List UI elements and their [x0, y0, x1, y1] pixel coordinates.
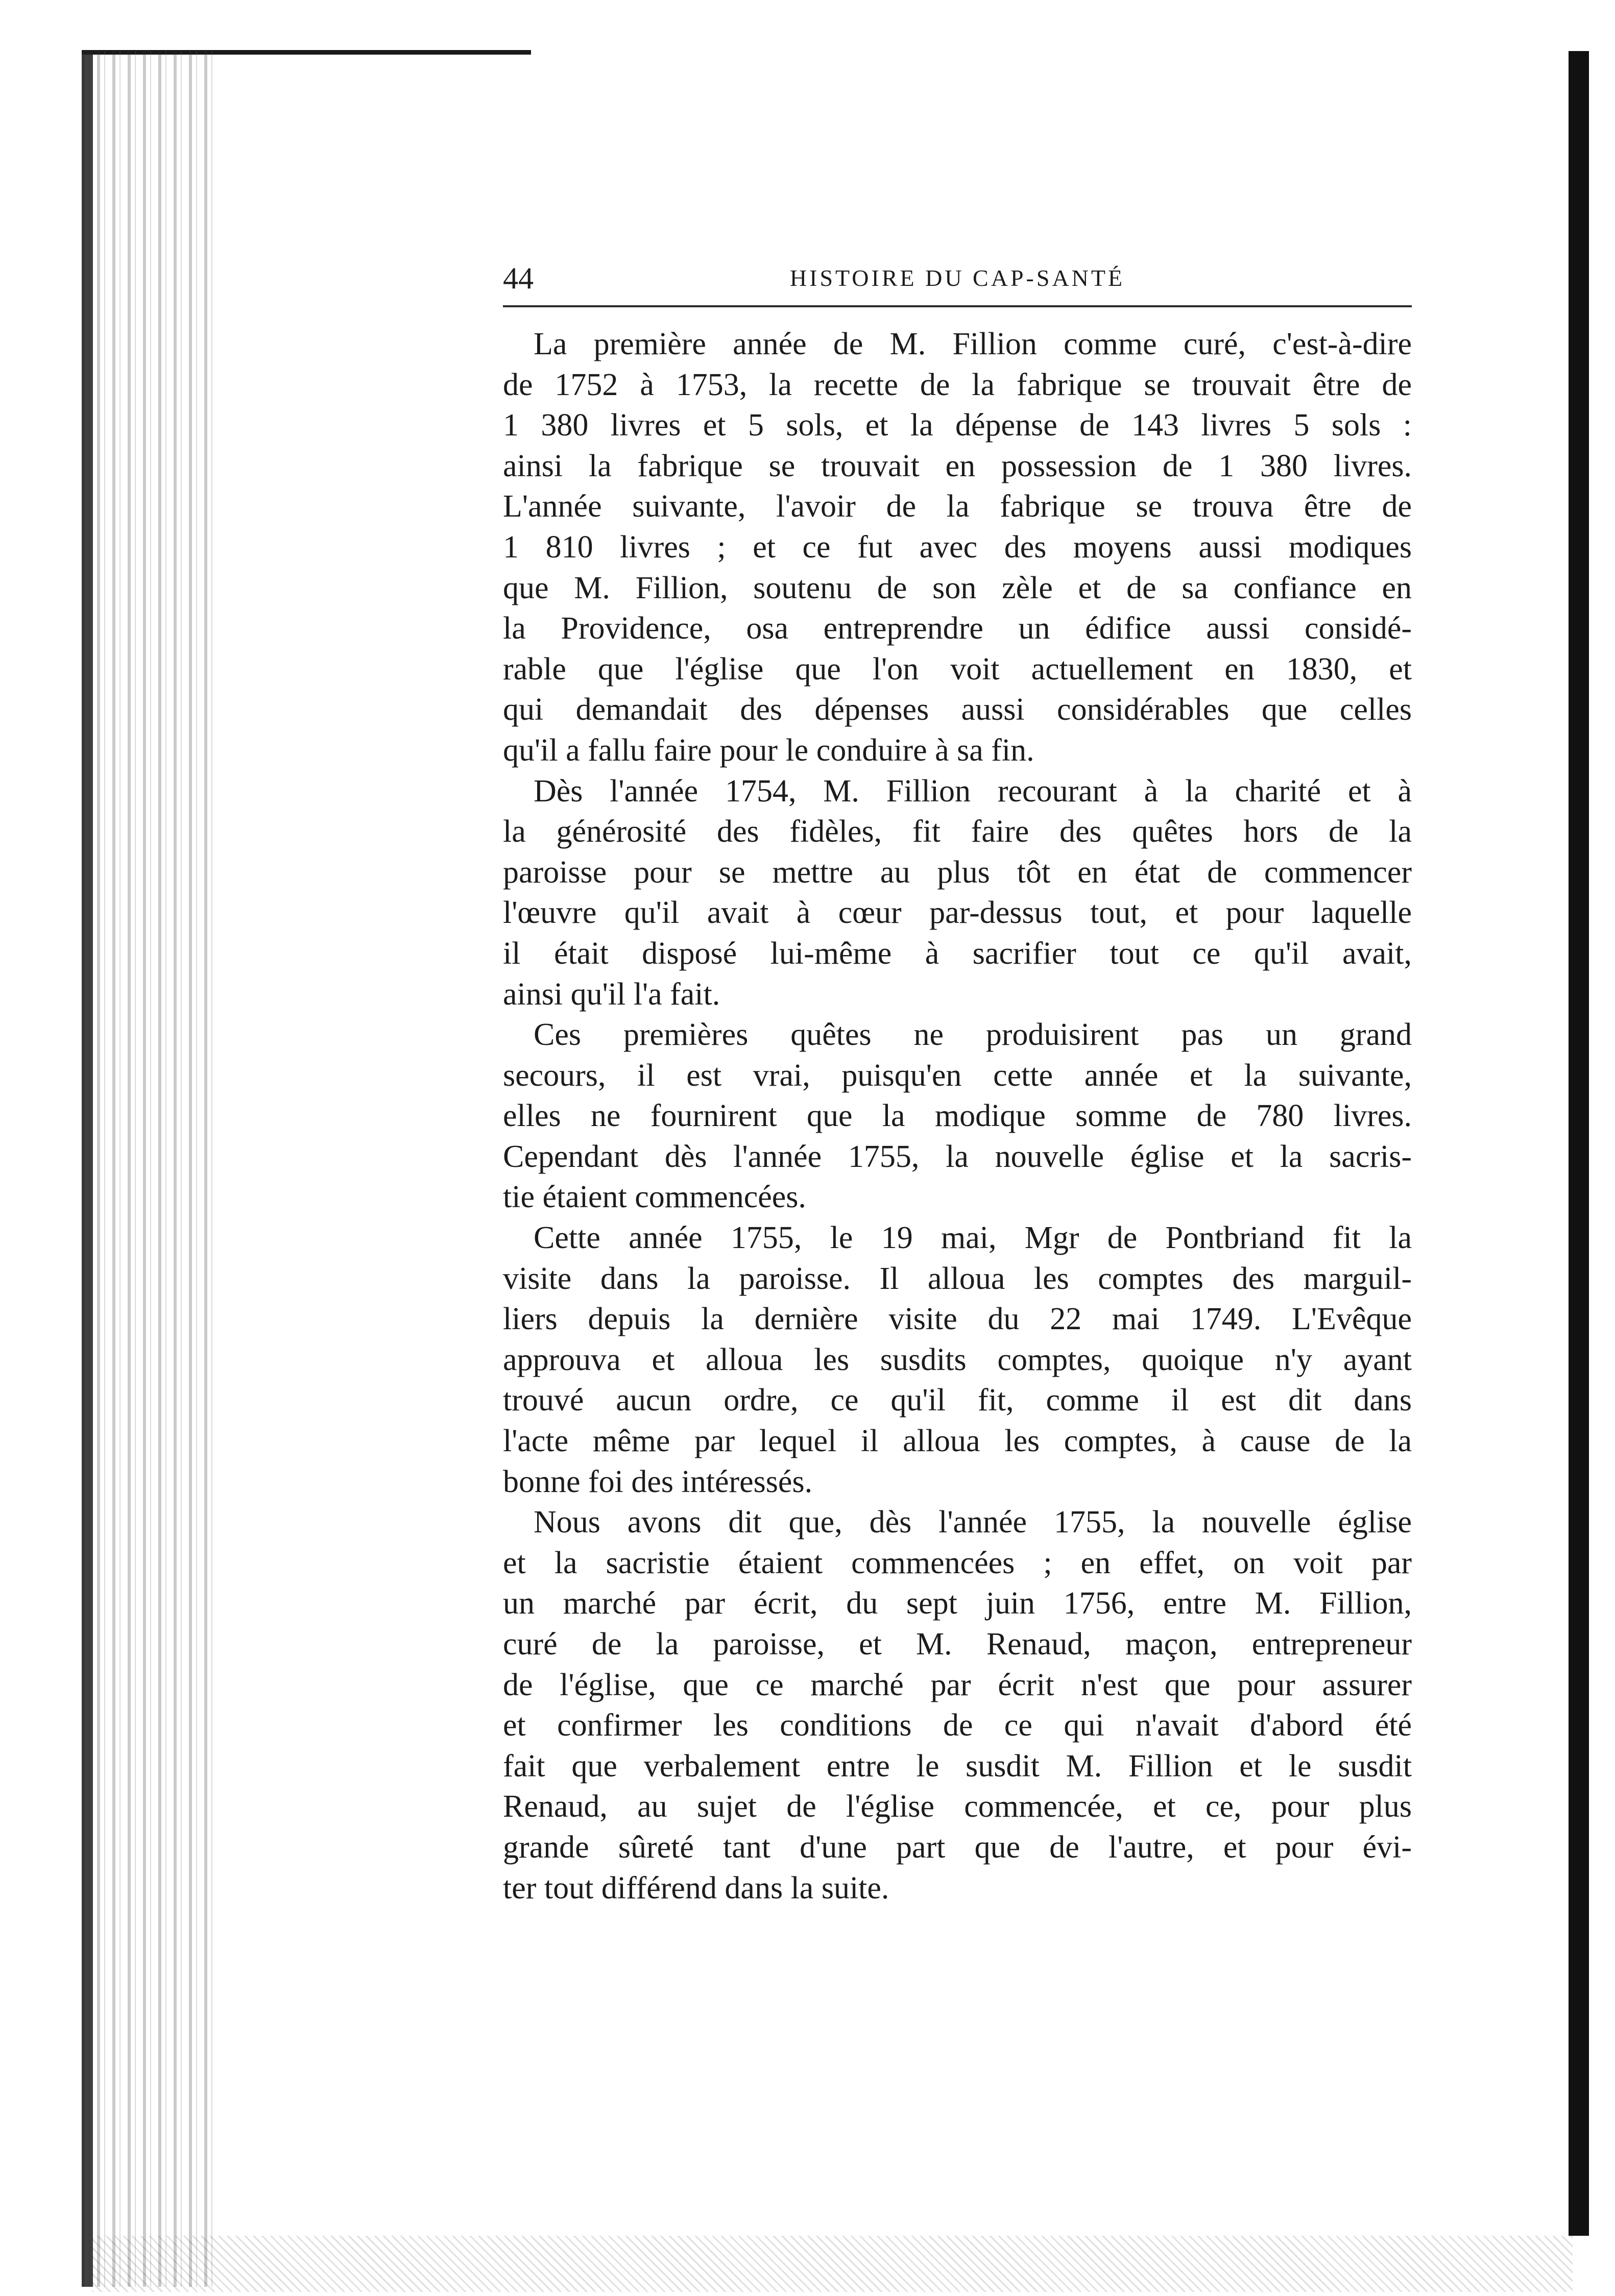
- running-title: HISTOIRE DU CAP-SANTÉ: [789, 265, 1125, 291]
- running-head: [503, 258, 1412, 299]
- text-line: elles ne fournirent que la modique somme de 780 livres.: [503, 1098, 1412, 1134]
- text-line: il était disposé lui-même à sacrifier tout ce qu'il avait,: [503, 936, 1412, 971]
- text-line: tie étaient commencées.: [503, 1180, 806, 1215]
- text-line: Cette année 1755, le 19 mai, Mgr de Pontbriand fit la: [534, 1220, 1412, 1256]
- text-line: que M. Fillion, soutenu de son zèle et de sa confiance en: [503, 570, 1412, 605]
- text-line: paroisse pour se mettre au plus tôt en état de commencer: [503, 854, 1412, 890]
- scan-left-edge: [82, 51, 93, 2287]
- text-line: de l'église, que ce marché par écrit n'est que pour assurer: [503, 1667, 1412, 1702]
- text-line: ter tout différend dans la suite.: [503, 1870, 889, 1906]
- text-line: grande sûreté tant d'une part que de l'autre, et pour évi-: [503, 1829, 1412, 1865]
- text-line: Nous avons dit que, dès l'année 1755, la nouvelle église: [534, 1505, 1412, 1540]
- text-line: de 1752 à 1753, la recette de la fabrique se trouvait être de: [503, 367, 1412, 402]
- text-line: approuva et alloua les susdits comptes, quoique n'y ayant: [503, 1342, 1412, 1377]
- body-text: [503, 324, 1412, 1909]
- header-rule: [503, 305, 1412, 307]
- text-line: 1 810 livres ; et ce fut avec des moyens aussi modiques: [503, 529, 1412, 565]
- text-line: qu'il a fallu faire pour le conduire à sa fin.: [503, 732, 1034, 768]
- text-line: ainsi qu'il l'a fait.: [503, 976, 720, 1012]
- text-line: rable que l'église que l'on voit actuellement en 1830, et: [503, 651, 1412, 687]
- text-line: visite dans la paroisse. Il alloua les comptes des marguil-: [503, 1261, 1412, 1296]
- text-line: l'acte même par lequel il alloua les comptes, à cause de la: [503, 1424, 1412, 1459]
- scan-left-edge-noise: [82, 51, 220, 2287]
- text-line: 1 380 livres et 5 sols, et la dépense de 143 livres 5 sols :: [503, 408, 1412, 443]
- text-line: la Providence, osa entreprendre un édifice aussi considé-: [503, 611, 1412, 646]
- text-line: et la sacristie étaient commencées ; en effet, on voit par: [503, 1545, 1412, 1580]
- text-line: l'œuvre qu'il avait à cœur par-dessus tout, et pour laquelle: [503, 895, 1412, 931]
- scan-bottom-noise: [92, 2236, 1573, 2292]
- text-line: Ces premières quêtes ne produisirent pas un grand: [534, 1017, 1412, 1053]
- text-line: fait que verbalement entre le susdit M. Fillion et le susdit: [503, 1748, 1412, 1784]
- text-line: qui demandait des dépenses aussi considérables que celles: [503, 692, 1412, 727]
- text-line: un marché par écrit, du sept juin 1756, entre M. Fillion,: [503, 1586, 1412, 1621]
- text-line: curé de la paroisse, et M. Renaud, maçon, entrepreneur: [503, 1627, 1412, 1662]
- text-line: liers depuis la dernière visite du 22 mai 1749. L'Evêque: [503, 1302, 1412, 1337]
- page-number: 44: [503, 261, 534, 295]
- text-line: la générosité des fidèles, fit faire des quêtes hors de la: [503, 814, 1412, 849]
- text-line: L'année suivante, l'avoir de la fabrique se trouva être de: [503, 489, 1412, 524]
- text-line: secours, il est vrai, puisqu'en cette année et la suivante,: [503, 1058, 1412, 1093]
- text-line: La première année de M. Fillion comme curé, c'est-à-dire: [534, 327, 1412, 361]
- scan-right-edge: [1569, 51, 1589, 2236]
- text-line: trouvé aucun ordre, ce qu'il fit, comme il est dit dans: [503, 1383, 1412, 1418]
- text-line: bonne foi des intéressés.: [503, 1464, 813, 1499]
- text-line: Cependant dès l'année 1755, la nouvelle église et la sacris-: [503, 1139, 1412, 1174]
- text-line: Renaud, au sujet de l'église commencée, et ce, pour plus: [503, 1789, 1412, 1824]
- text-line: Dès l'année 1754, M. Fillion recourant à la charité et à: [534, 773, 1412, 809]
- text-line: et confirmer les conditions de ce qui n'avait d'abord été: [503, 1708, 1412, 1743]
- text-line: ainsi la fabrique se trouvait en possession de 1 380 livres.: [503, 448, 1412, 483]
